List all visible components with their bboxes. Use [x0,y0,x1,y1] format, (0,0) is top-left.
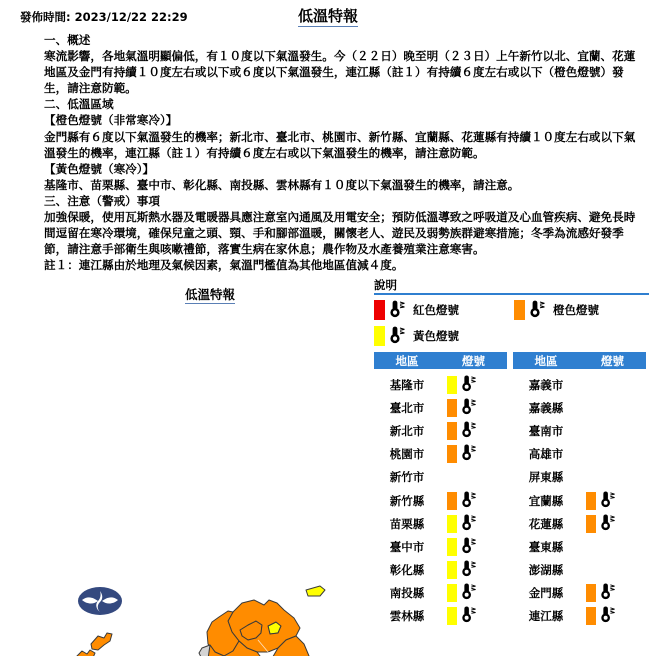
publish-time-label: 發佈時間: [20,10,71,24]
red-swatch [374,300,385,320]
thermometer-icon [460,374,478,396]
table-row[interactable] [374,373,507,396]
orange-swatch [586,584,596,602]
orange-swatch [447,492,457,510]
legend-label-yellow: 黃色燈號 [413,329,459,343]
yellow-swatch [374,326,385,346]
region-name: 南投縣 [389,586,425,601]
map-region-lienchiang-a [91,633,112,650]
thermometer-icon [460,420,478,442]
region-name: 臺中市 [389,539,425,554]
region-name: 桃園市 [389,447,425,462]
table-body [374,373,507,628]
orange-swatch [447,422,457,440]
region-name: 彰化縣 [389,563,425,578]
orange-swatch [586,515,596,533]
region-name: 新竹縣 [389,493,425,508]
thermometer-icon [460,536,478,558]
legend-row [374,323,654,349]
thermometer-icon [599,513,617,535]
region-name: 嘉義市 [528,377,564,392]
thermometer-icon [599,605,617,627]
section-1-heading: 一、概述 [44,33,91,47]
signal-cell [440,513,507,535]
signal-cell [440,605,507,627]
thermometer-icon [460,490,478,512]
table-row[interactable] [374,396,507,419]
report-body [44,32,642,273]
region-name: 苗栗縣 [389,516,425,531]
orange-swatch [447,399,457,417]
region-name: 臺東縣 [528,539,564,554]
orange-signal-body: 金門縣有６度以下氣溫發生的機率；新北市、臺北市、桃園市、新竹縣、宜蘭縣、花蓮縣有持續１０度左右或以下氣溫發生的機率，連江縣（註１）有持續６度左右或以下氣溫發生的機率，請注意防範。 [44,129,636,160]
thermometer-icon [388,325,407,348]
region-name: 連江縣 [528,609,564,624]
legend-divider [374,293,649,295]
signal-cell [579,513,646,535]
signal-cell [440,490,507,512]
legend-item-orange [514,299,654,322]
signal-cell [579,582,646,604]
table-row[interactable] [513,466,646,489]
signal-cell [579,605,646,627]
table-row[interactable] [374,419,507,442]
table-row[interactable] [513,373,646,396]
signal-cell [440,582,507,604]
legend-label-orange: 橙色燈號 [553,303,599,317]
yellow-swatch [447,376,457,394]
yellow-swatch [447,561,457,579]
table-row[interactable] [374,489,507,512]
table-row[interactable] [513,535,646,558]
table-row[interactable] [374,443,507,466]
region-name: 花蓮縣 [528,516,564,531]
signal-cell [440,559,507,581]
table-header-row [513,352,646,369]
column-header-region: 地區 [395,353,419,368]
yellow-swatch [447,607,457,625]
orange-swatch [586,607,596,625]
section-1-body: 寒流影響，各地氣溫明顯偏低，有１０度以下氣溫發生。今（２２日）晚至明（２３日）上午新竹以北、宜蘭、花蓮地區及金門有持續１０度左右或以下或６度以下氣溫發生，連江縣（註１）有持續６度左右或以下（橙色燈號）發生，請注意防範。 [44,49,636,96]
table-row[interactable] [513,605,646,628]
table-row[interactable] [513,512,646,535]
table-body [513,373,646,628]
table-row[interactable] [374,582,507,605]
yellow-swatch [447,584,457,602]
thermometer-icon [460,397,478,419]
cwb-logo [77,586,123,616]
thermometer-icon [460,582,478,604]
region-name: 高雄市 [528,447,564,462]
region-name: 新竹市 [389,470,425,485]
orange-swatch [447,445,457,463]
table-row[interactable] [513,489,646,512]
thermometer-icon [460,559,478,581]
table-row[interactable] [374,605,507,628]
orange-signal-heading: 【橙色燈號（非常寒冷）】 [44,113,178,128]
table-row[interactable] [513,559,646,582]
region-name: 臺南市 [528,423,564,438]
yellow-swatch [447,515,457,533]
column-header-signal: 燈號 [462,353,485,368]
table-row[interactable] [374,512,507,535]
region-name: 雲林縣 [389,609,425,624]
legend-label-red: 紅色燈號 [413,303,459,317]
region-name: 金門縣 [528,586,564,601]
orange-swatch [586,492,596,510]
thermometer-icon [599,582,617,604]
signal-cell [440,443,507,465]
region-name: 屏東縣 [528,470,564,485]
legend-item-red [374,299,514,322]
map-region-north-islet [306,586,325,596]
table-row[interactable] [513,443,646,466]
thermometer-icon [460,513,478,535]
section-2-heading: 二、低溫區域 [44,97,114,112]
table-row[interactable] [513,396,646,419]
region-name: 新北市 [389,423,425,438]
yellow-swatch [447,538,457,556]
region-name: 基隆市 [389,377,425,392]
signal-cell [440,397,507,419]
table-row[interactable] [374,535,507,558]
thermometer-icon [460,605,478,627]
table-row[interactable] [513,582,646,605]
legend-row [374,297,654,323]
signal-cell [440,374,507,396]
region-name: 臺北市 [389,400,425,415]
thermometer-icon [388,299,407,322]
table-header-row [374,352,507,369]
orange-swatch [514,300,525,320]
signal-cell [440,536,507,558]
table-row[interactable] [513,419,646,442]
region-name: 嘉義縣 [528,400,564,415]
footnote-1: 註１：連江縣由於地理及氣候因素，氣溫門檻值為其他地區值減４度。 [44,258,404,273]
thermometer-icon [528,299,547,322]
legend-title: 說明 [374,278,397,292]
section-3-body: 加強保暖，使用瓦斯熱水器及電暖器具應注意室內通風及用電安全；預防低溫導致之呼吸道及心血管疾病、避免長時間逗留在寒冷環境，確保兒童之頭、頸、手和腳部溫暖，關懷老人、遊民及弱勢族群避寒措施；冬季為流感好發季節，請注意手部衛生與咳嗽禮節，落實生病在家休息；農作物及水產養殖業注意寒害。 [44,210,636,257]
publish-time-value: 2023/12/22 22:29 [74,10,188,24]
region-signal-table-left [374,352,507,628]
column-header-signal: 燈號 [601,353,624,368]
region-name: 宜蘭縣 [528,493,564,508]
thermometer-icon [460,443,478,465]
thermometer-icon [599,490,617,512]
legend-item-yellow [374,325,514,348]
table-row[interactable] [374,466,507,489]
table-row[interactable] [374,559,507,582]
section-3-heading: 三、注意（警戒）事項 [44,193,160,208]
legend-items [374,297,654,349]
map-region-lienchiang-b [76,650,95,656]
signal-cell [579,490,646,512]
signal-cell [440,420,507,442]
region-signal-table-right [513,352,646,628]
yellow-signal-heading: 【黃色燈號（寒冷）】 [44,161,155,176]
page-title-text: 低溫特報 [297,7,358,25]
yellow-signal-body: 基隆市、苗栗縣、臺中市、彰化縣、南投縣、雲林縣有１０度以下氣溫發生的機率，請注意。 [44,177,520,192]
map-title-text: 低溫特報 [184,287,235,302]
page-title [0,5,656,26]
region-name: 澎湖縣 [528,563,564,578]
column-header-region: 地區 [534,353,558,368]
